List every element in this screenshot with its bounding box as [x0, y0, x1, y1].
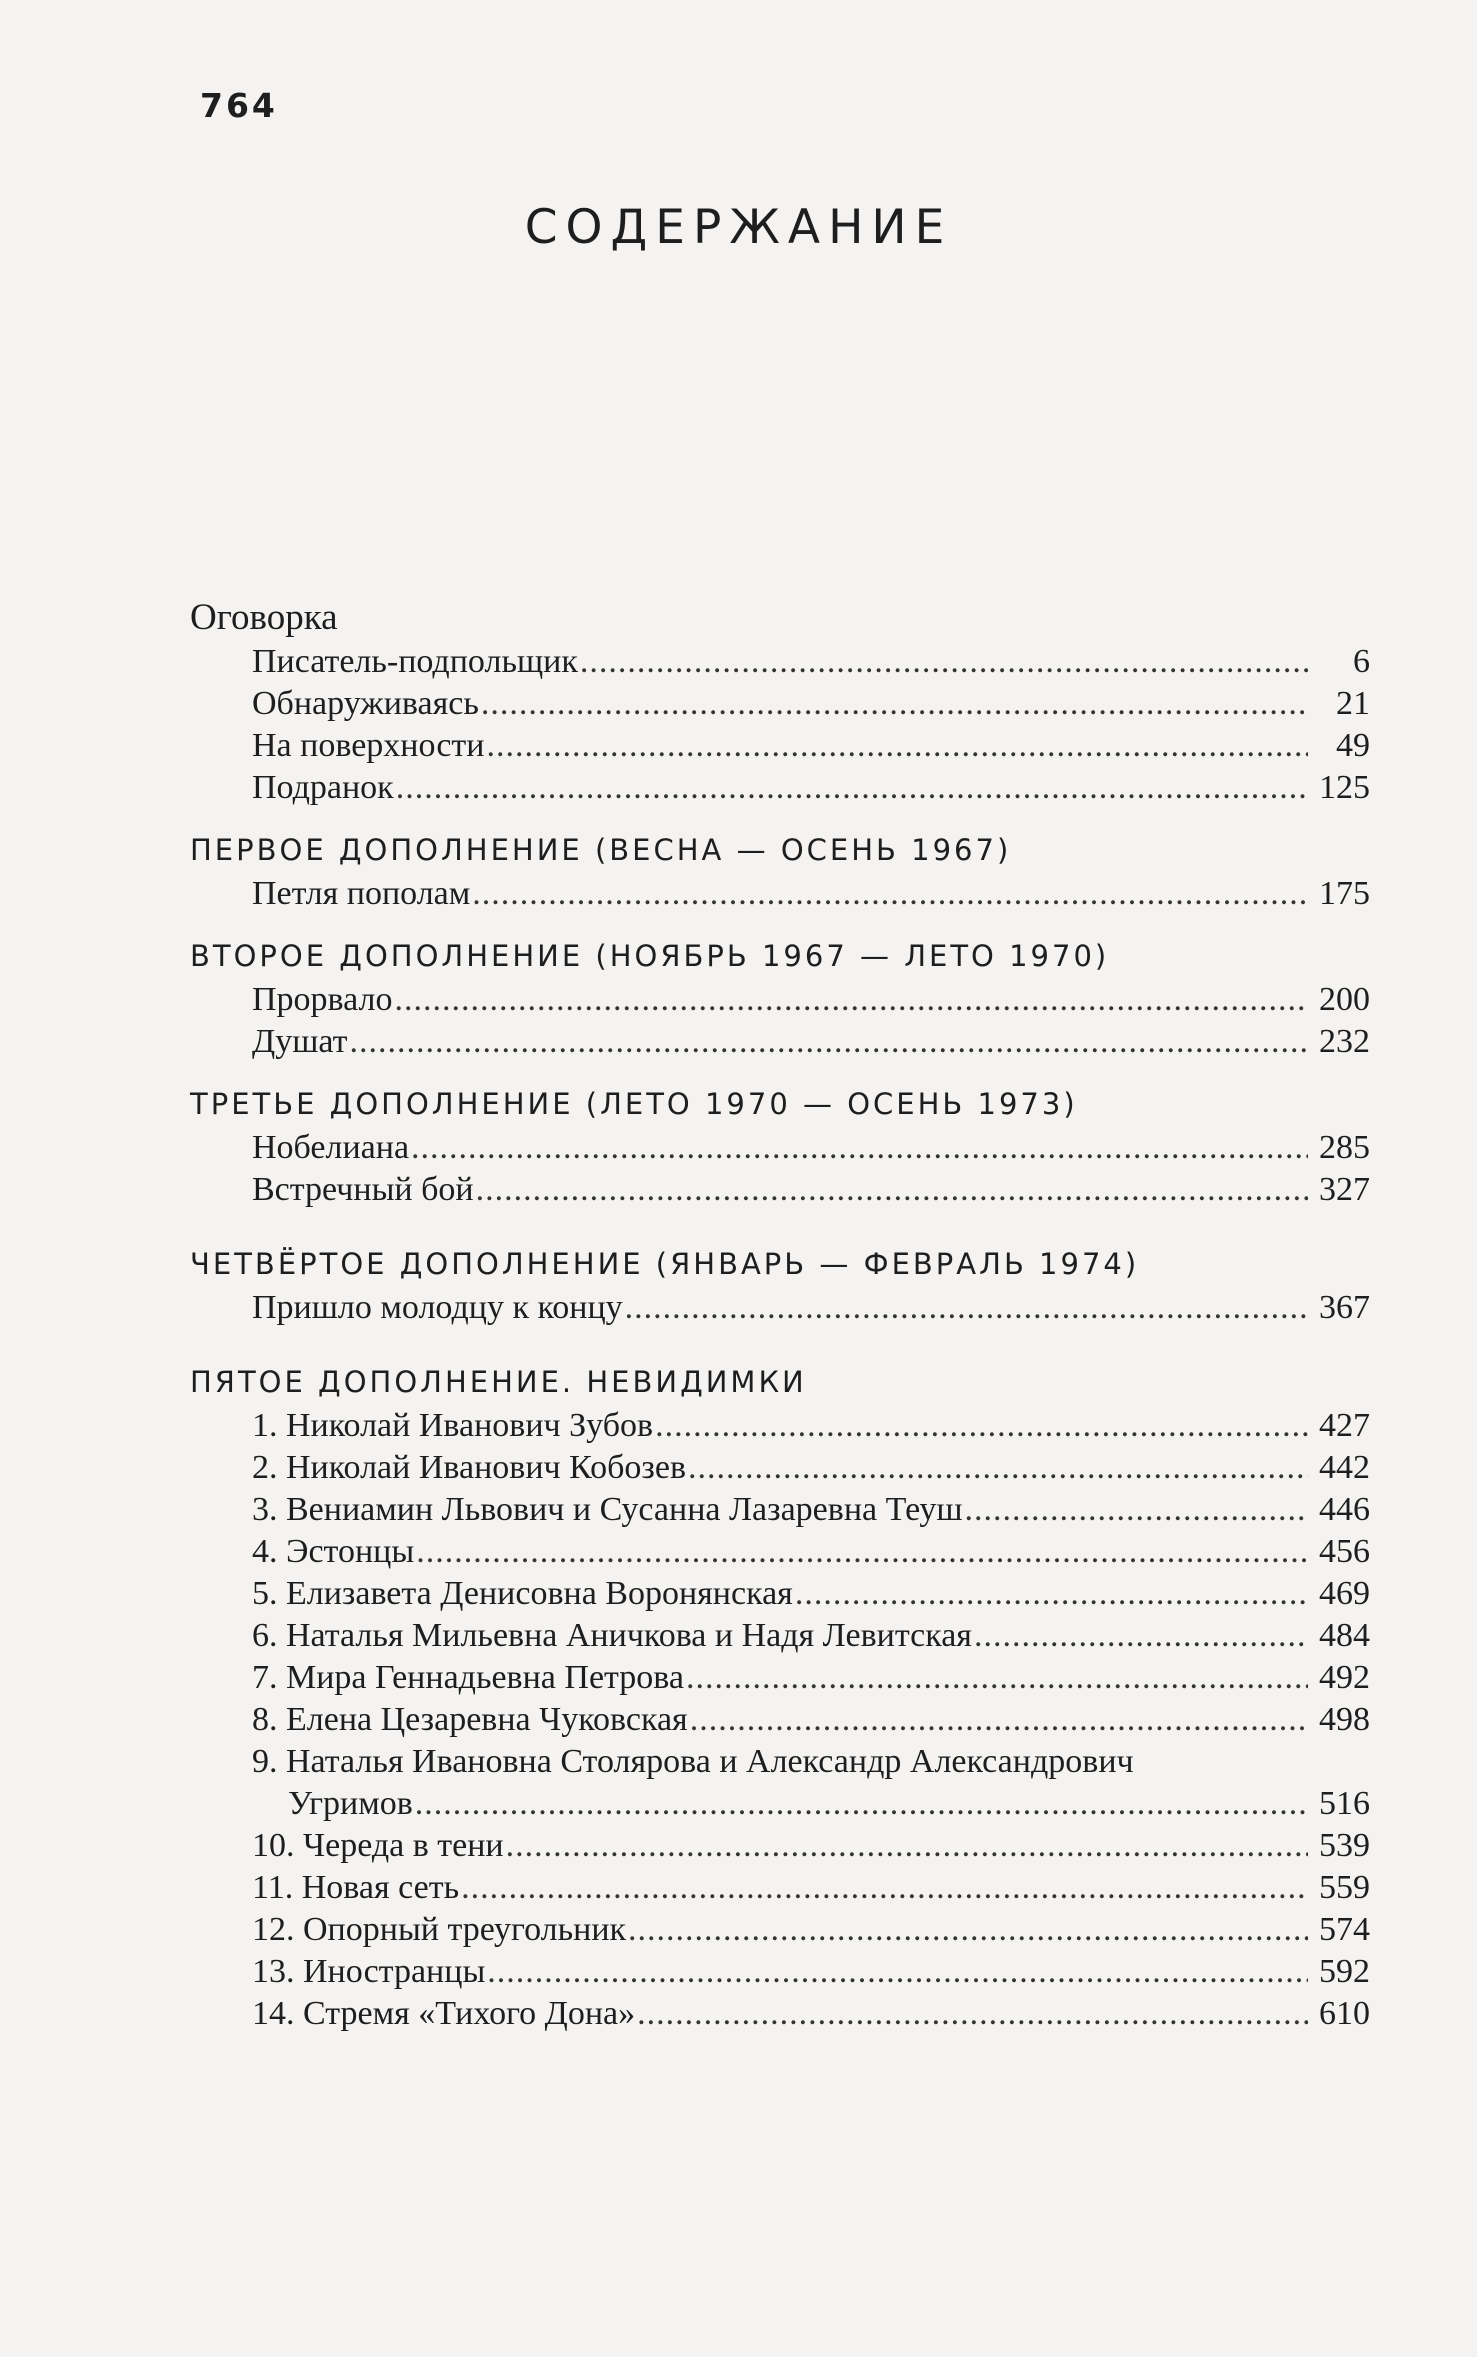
entry-page: 484: [1319, 1617, 1370, 1654]
toc-section-third-addition: [190, 1081, 1370, 1211]
leader-dots: [481, 683, 1308, 725]
toc-entry[interactable]: [190, 1127, 1370, 1169]
entry-label: 1. Николай Иванович Зубов: [252, 1407, 654, 1444]
leader-dots: [416, 1531, 1308, 1573]
leader-dots: [686, 1657, 1308, 1699]
entry-page: 539: [1319, 1827, 1370, 1864]
entry-page: 592: [1319, 1953, 1370, 1990]
section-title: ТРЕТЬЕ ДОПОЛНЕНИЕ (ЛЕТО 1970 — ОСЕНЬ 1973): [190, 1087, 1078, 1121]
entry-page: 574: [1319, 1911, 1370, 1948]
entry-label: 11. Новая сеть: [252, 1869, 460, 1906]
entry-page: 456: [1319, 1533, 1370, 1570]
toc-entry[interactable]: [190, 1867, 1370, 1909]
toc-entry[interactable]: [190, 1951, 1370, 1993]
entry-page: 285: [1319, 1129, 1370, 1166]
leader-dots: [965, 1489, 1309, 1531]
toc-entry[interactable]: [190, 1615, 1370, 1657]
toc-entry[interactable]: [190, 1573, 1370, 1615]
toc-entry[interactable]: [190, 1699, 1370, 1741]
section-title: Оговорка: [190, 597, 338, 638]
toc-entry[interactable]: [190, 1287, 1370, 1329]
entry-label: На поверхности: [252, 727, 485, 764]
entry-label: Подранок: [252, 769, 394, 806]
entry-page: 442: [1319, 1449, 1370, 1486]
toc-entry[interactable]: [190, 873, 1370, 915]
toc-entry[interactable]: [190, 1825, 1370, 1867]
page-number: 764: [200, 86, 278, 125]
toc-entry[interactable]: [190, 1741, 1370, 1825]
entry-label: 14. Стремя «Тихого Дона»: [252, 1995, 636, 2032]
entry-page: 469: [1319, 1575, 1370, 1612]
entry-page: 559: [1319, 1869, 1370, 1906]
entry-label: Писатель-подпольщик: [252, 643, 578, 680]
entry-label: Прорвало: [252, 981, 393, 1018]
entry-label: 3. Вениамин Львович и Сусанна Лазаревна Теуш: [252, 1491, 963, 1528]
entry-label: Петля пополам: [252, 875, 471, 912]
toc-entry[interactable]: [190, 1447, 1370, 1489]
leader-dots: [411, 1127, 1308, 1169]
toc-entry[interactable]: [190, 1021, 1370, 1063]
entry-label-continued: Угримов: [288, 1785, 413, 1822]
leader-dots: [637, 1993, 1308, 2035]
entry-label: 9. Наталья Ивановна Столярова и Александр Александрович: [252, 1743, 1134, 1780]
leader-dots: [395, 979, 1308, 1021]
entry-label: Обнаруживаясь: [252, 685, 479, 722]
leader-dots: [688, 1447, 1308, 1489]
leader-dots: [628, 1909, 1308, 1951]
toc-entry[interactable]: [190, 1657, 1370, 1699]
entry-page: 610: [1319, 1995, 1370, 2032]
entry-label: 8. Елена Цезаревна Чуковская: [252, 1701, 688, 1738]
entry-page: 367: [1319, 1289, 1370, 1326]
entry-page: 516: [1319, 1785, 1370, 1822]
page-title: СОДЕРЖАНИЕ: [524, 200, 953, 255]
toc-section-fourth-addition: [190, 1241, 1370, 1329]
leader-dots: [580, 641, 1308, 683]
leader-dots: [506, 1825, 1308, 1867]
leader-dots: [795, 1573, 1308, 1615]
entry-page: 327: [1319, 1171, 1370, 1208]
leader-dots: [486, 725, 1308, 767]
entry-label: 6. Наталья Мильевна Аничкова и Надя Левитская: [252, 1617, 972, 1654]
section-title: ЧЕТВЁРТОЕ ДОПОЛНЕНИЕ (ЯНВАРЬ — ФЕВРАЛЬ 1974): [190, 1247, 1140, 1281]
leader-dots: [349, 1021, 1308, 1063]
toc-entry[interactable]: [190, 1405, 1370, 1447]
toc-entry[interactable]: [190, 1169, 1370, 1211]
entry-label: 12. Опорный треугольник: [252, 1911, 627, 1948]
leader-dots: [625, 1287, 1308, 1329]
entry-label: Пришло молодцу к концу: [252, 1289, 623, 1326]
entry-page: 427: [1319, 1407, 1370, 1444]
toc-entry[interactable]: [190, 1489, 1370, 1531]
entry-label: 2. Николай Иванович Кобозев: [252, 1449, 686, 1486]
entry-page: 6: [1353, 643, 1370, 680]
leader-dots: [487, 1951, 1308, 1993]
toc-entry[interactable]: [190, 767, 1370, 809]
entry-label: 13. Иностранцы: [252, 1953, 486, 1990]
entry-page: 492: [1319, 1659, 1370, 1696]
entry-continuation: [252, 1783, 1370, 1825]
leader-dots: [476, 1169, 1308, 1211]
entry-label: 4. Эстонцы: [252, 1533, 415, 1570]
leader-dots: [655, 1405, 1308, 1447]
entry-page: 232: [1319, 1023, 1370, 1060]
toc-entry[interactable]: [190, 641, 1370, 683]
entry-page: 498: [1319, 1701, 1370, 1738]
entry-page: 125: [1319, 769, 1370, 806]
toc-section-second-addition: [190, 933, 1370, 1063]
entry-label: 5. Елизавета Денисовна Воронянская: [252, 1575, 793, 1612]
entry-label: Душат: [252, 1023, 348, 1060]
toc-entry[interactable]: [190, 1993, 1370, 2035]
entry-label: Нобелиана: [252, 1129, 410, 1166]
toc-section-fifth-addition: [190, 1359, 1370, 2035]
toc-entry[interactable]: [190, 1909, 1370, 1951]
toc-entry[interactable]: [190, 1531, 1370, 1573]
leader-dots: [974, 1615, 1308, 1657]
leader-dots: [461, 1867, 1308, 1909]
entry-page: 446: [1319, 1491, 1370, 1528]
entry-page: 49: [1336, 727, 1370, 764]
leader-dots: [415, 1783, 1308, 1825]
leader-dots: [690, 1699, 1308, 1741]
toc-entry[interactable]: [190, 979, 1370, 1021]
entry-page: 175: [1319, 875, 1370, 912]
section-title: ВТОРОЕ ДОПОЛНЕНИЕ (НОЯБРЬ 1967 — ЛЕТО 1970): [190, 939, 1110, 973]
toc-section-oговорка: [190, 595, 1370, 809]
entry-page: 200: [1319, 981, 1370, 1018]
leader-dots: [472, 873, 1308, 915]
section-title: ПЕРВОЕ ДОПОЛНЕНИЕ (ВЕСНА — ОСЕНЬ 1967): [190, 833, 1012, 867]
entry-label: Встречный бой: [252, 1171, 474, 1208]
table-of-contents: [190, 595, 1370, 2035]
entry-label: 10. Череда в тени: [252, 1827, 504, 1864]
toc-section-first-addition: [190, 827, 1370, 915]
leader-dots: [396, 767, 1308, 809]
toc-entry[interactable]: [190, 683, 1370, 725]
entry-label: 7. Мира Геннадьевна Петрова: [252, 1659, 685, 1696]
entry-page: 21: [1336, 685, 1370, 722]
toc-entry[interactable]: [190, 725, 1370, 767]
section-title: ПЯТОЕ ДОПОЛНЕНИЕ. НЕВИДИМКИ: [190, 1365, 807, 1399]
